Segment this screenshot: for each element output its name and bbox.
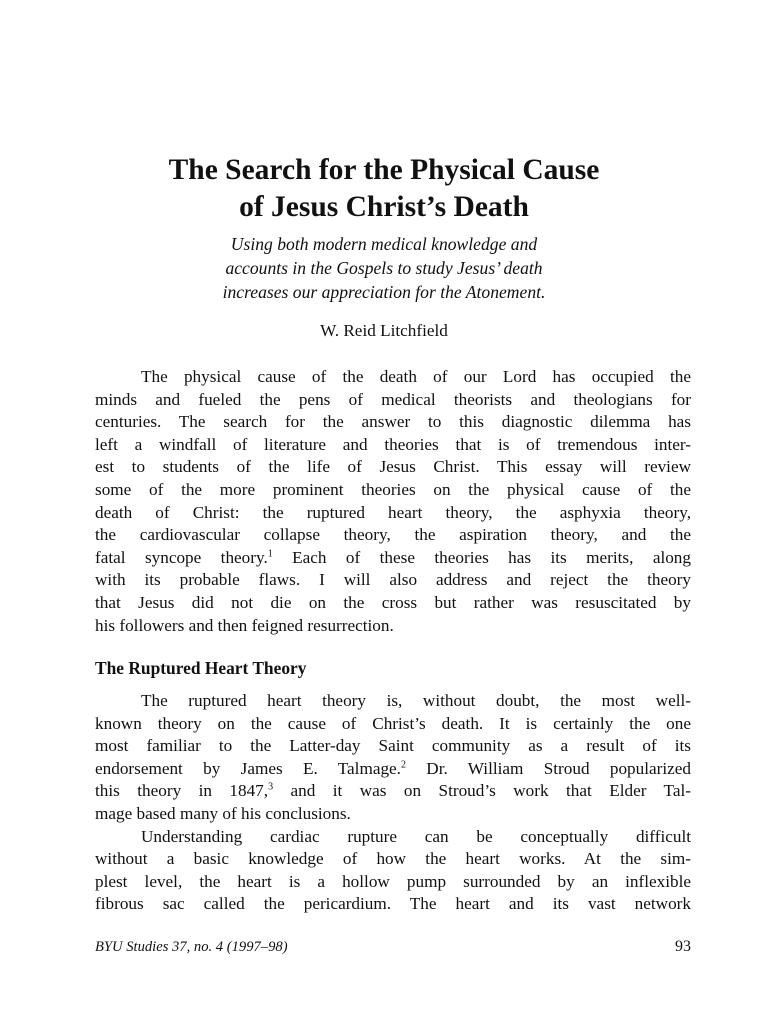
journal-citation: BYU Studies 37, no. 4 (1997–98): [95, 939, 288, 955]
footnote-marker[interactable]: 3: [268, 781, 274, 793]
text-line: his followers and then feigned resurrection.: [95, 615, 394, 635]
text-fragment: Each of these theories has its merits, along: [292, 547, 691, 567]
text-line: minds and fueled the pens of medical theorists and theologians for: [95, 389, 691, 409]
text-line: death of Christ: the ruptured heart theory, the asphyxia theory,: [95, 502, 691, 522]
text-line: Understanding cardiac rupture can be conceptually difficult: [141, 826, 691, 846]
text-line: the cardiovascular collapse theory, the aspiration theory, and the: [95, 525, 691, 545]
subtitle-line: Using both modern medical knowledge and: [230, 234, 538, 254]
intro-paragraph: [95, 366, 691, 637]
subtitle-line: increases our appreciation for the Atonement.: [222, 282, 546, 302]
text-line: est to students of the life of Jesus Christ. This essay will review: [95, 457, 691, 477]
text-line: most familiar to the Latter-day Saint community as a result of its: [95, 736, 691, 756]
text-fragment: this theory in 1847,: [95, 781, 269, 801]
text-line: plest level, the heart is a hollow pump surrounded by an inflexible: [95, 871, 691, 891]
text-line: known theory on the cause of Christ’s death. It is certainly the one: [95, 713, 691, 733]
footnote-marker[interactable]: 1: [267, 548, 273, 560]
text-line: without a basic knowledge of how the heart works. At the sim-: [95, 849, 691, 869]
text-line: centuries. The search for the answer to this diagnostic dilemma has: [95, 412, 691, 432]
footnote-marker[interactable]: 2: [400, 759, 406, 771]
text-fragment: Dr. William Stroud popularized: [426, 758, 691, 778]
text-line: fibrous sac called the pericardium. The heart and its vast network: [95, 894, 691, 914]
section-body: [95, 690, 691, 916]
article-title: [80, 152, 688, 226]
text-fragment: endorsement by James E. Talmage.: [95, 758, 401, 778]
page-number: 93: [675, 938, 691, 955]
article-subtitle: [80, 232, 688, 304]
text-line: some of the more prominent theories on the physical cause of the: [95, 479, 691, 499]
text-line: The ruptured heart theory is, without doubt, the most well-: [141, 691, 691, 710]
section-heading: The Ruptured Heart Theory: [95, 658, 307, 678]
title-line: The Search for the Physical Cause: [168, 154, 600, 186]
text-line: The physical cause of the death of our Lord has occupied the: [141, 367, 691, 386]
text-line: [95, 758, 691, 781]
author-name: W. Reid Litchfield: [320, 321, 448, 340]
text-line: left a windfall of literature and theories that is of tremendous inter-: [95, 434, 691, 454]
title-line: of Jesus Christ’s Death: [239, 191, 529, 223]
text-line: mage based many of his conclusions.: [95, 803, 351, 823]
text-line: [95, 780, 691, 803]
text-fragment: and it was on Stroud’s work that Elder Tal-: [290, 781, 691, 801]
text-line: that Jesus did not die on the cross but rather was resuscitated by: [95, 592, 691, 612]
subtitle-line: accounts in the Gospels to study Jesus’ death: [225, 258, 543, 278]
text-fragment: fatal syncope theory.: [95, 547, 268, 567]
text-line: with its probable flaws. I will also address and reject the theory: [95, 570, 691, 590]
text-line: [95, 547, 691, 570]
